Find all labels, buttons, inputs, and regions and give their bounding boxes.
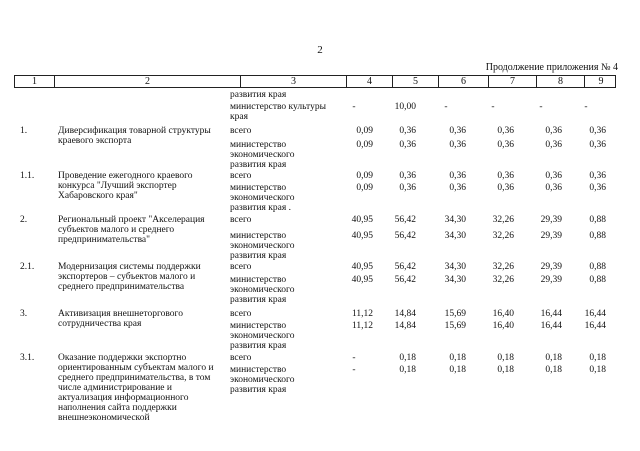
value-cell: 16,44 — [584, 321, 606, 331]
value-cell: 11,12 — [351, 309, 373, 319]
value-cell: - — [352, 365, 356, 375]
value-cell: 0,18 — [545, 353, 562, 363]
line-label: министерство экономического развития края — [230, 365, 295, 395]
header-col-6: 6 — [439, 76, 489, 87]
top-fragment: развития края — [230, 90, 287, 100]
value-cell: 0,09 — [356, 183, 373, 193]
value-cell: 0,36 — [589, 171, 606, 181]
page-number: 2 — [317, 44, 323, 56]
line-label: всего — [230, 309, 252, 319]
value-cell: 34,30 — [444, 231, 466, 241]
value-cell: - — [491, 102, 495, 112]
value-cell: 0,88 — [589, 215, 606, 225]
value-cell: 16,40 — [492, 321, 514, 331]
value-cell: 16,40 — [492, 309, 514, 319]
value-cell: 14,84 — [394, 309, 416, 319]
value-cell: 11,12 — [351, 321, 373, 331]
value-cell: 0,09 — [356, 126, 373, 136]
value-cell: 32,26 — [492, 215, 514, 225]
value-cell: 40,95 — [351, 262, 373, 272]
row-number: 1.1. — [20, 171, 35, 181]
line-label: министерство экономического развития края — [230, 321, 295, 351]
header-col-8: 8 — [537, 76, 585, 87]
header-col-7: 7 — [489, 76, 537, 87]
value-cell: 16,44 — [540, 309, 562, 319]
line-label: министерство экономического развития края — [230, 231, 295, 261]
row-name: Региональный проект "Акселерация субъектов малого и среднего предпринимательства" — [58, 215, 205, 245]
value-cell: 29,39 — [540, 231, 562, 241]
header-col-4: 4 — [347, 76, 393, 87]
value-cell: 0,36 — [449, 140, 466, 150]
line-label: министерство экономического развития края — [230, 275, 295, 305]
row-number: 2.1. — [20, 262, 35, 272]
value-cell: 32,26 — [492, 262, 514, 272]
value-cell: 40,95 — [351, 215, 373, 225]
value-cell: 34,30 — [444, 215, 466, 225]
value-cell: 0,88 — [589, 231, 606, 241]
value-cell: 0,36 — [399, 171, 416, 181]
value-cell: 0,36 — [497, 171, 514, 181]
value-cell: 0,18 — [449, 365, 466, 375]
value-cell: 34,30 — [444, 262, 466, 272]
value-cell: 15,69 — [444, 321, 466, 331]
value-cell: 0,09 — [356, 140, 373, 150]
value-cell: 0,36 — [589, 140, 606, 150]
value-cell: 16,44 — [540, 321, 562, 331]
value-cell: 0,36 — [399, 183, 416, 193]
header-col-9: 9 — [598, 76, 604, 87]
row-number: 3.1. — [20, 353, 35, 363]
line-label: всего — [230, 171, 252, 181]
value-cell: 0,36 — [497, 126, 514, 136]
value-cell: 29,39 — [540, 262, 562, 272]
header-col-2: 2 — [55, 76, 241, 87]
value-cell: 0,18 — [497, 365, 514, 375]
value-cell: 0,18 — [399, 353, 416, 363]
value-cell: - — [584, 102, 588, 112]
line-label: всего — [230, 215, 252, 225]
value-cell: 10,00 — [394, 102, 416, 112]
value-cell: 0,36 — [497, 183, 514, 193]
value-cell: - — [352, 102, 356, 112]
value-cell: 56,42 — [394, 215, 416, 225]
value-cell: 0,18 — [589, 353, 606, 363]
line-label: всего — [230, 126, 252, 136]
table-header — [14, 75, 616, 88]
value-cell: 0,36 — [399, 140, 416, 150]
value-cell: 0,36 — [545, 140, 562, 150]
value-cell: 16,44 — [584, 309, 606, 319]
value-cell: 0,18 — [399, 365, 416, 375]
row-number: 3. — [20, 309, 28, 319]
value-cell: 0,36 — [497, 140, 514, 150]
value-cell: 29,39 — [540, 215, 562, 225]
header-col-3: 3 — [241, 76, 347, 87]
line-label: всего — [230, 262, 252, 272]
value-cell: 29,39 — [540, 275, 562, 285]
continuation-note: Продолжение приложения № 4 — [485, 62, 618, 73]
value-cell: 32,26 — [492, 231, 514, 241]
value-cell: 0,18 — [545, 365, 562, 375]
value-cell: 34,30 — [444, 275, 466, 285]
value-cell: 0,18 — [449, 353, 466, 363]
value-cell: 0,18 — [589, 365, 606, 375]
header-col-5: 5 — [393, 76, 439, 87]
value-cell: 0,36 — [399, 126, 416, 136]
header-col-1: 1 — [15, 76, 55, 87]
value-cell: 0,36 — [449, 183, 466, 193]
value-cell: 0,09 — [356, 171, 373, 181]
value-cell: 40,95 — [351, 275, 373, 285]
value-cell: 56,42 — [394, 262, 416, 272]
value-cell: 0,36 — [449, 171, 466, 181]
value-cell: 56,42 — [394, 275, 416, 285]
value-cell: 0,36 — [545, 126, 562, 136]
value-cell: 0,18 — [497, 353, 514, 363]
line-label: министерство культуры края — [230, 102, 326, 122]
value-cell: 0,36 — [545, 171, 562, 181]
line-label: министерство экономического развития края — [230, 140, 295, 170]
line-label: всего — [230, 353, 252, 363]
row-name: Проведение ежегодного краевого конкурса "Лучший экспортер Хабаровского края" — [58, 171, 193, 201]
value-cell: 32,26 — [492, 275, 514, 285]
value-cell: - — [444, 102, 448, 112]
line-label: министерство экономического развития края . — [230, 183, 295, 213]
value-cell: 0,36 — [449, 126, 466, 136]
value-cell: - — [539, 102, 543, 112]
row-name: Активизация внешнеторгового сотрудничества края — [58, 309, 183, 329]
row-name: Оказание поддержки экспортно ориентированным субъектам малого и среднего предпринимательства, в том числе администрирование и актуализация информационного наполнения сайта поддержки внешнеэкономической — [58, 353, 214, 423]
value-cell: 0,36 — [545, 183, 562, 193]
value-cell: 0,36 — [589, 126, 606, 136]
value-cell: 56,42 — [394, 231, 416, 241]
value-cell: 0,88 — [589, 262, 606, 272]
value-cell: 0,36 — [589, 183, 606, 193]
value-cell: 0,88 — [589, 275, 606, 285]
row-number: 1. — [20, 126, 28, 136]
row-name: Диверсификация товарной структуры краевого экспорта — [58, 126, 211, 146]
value-cell: 15,69 — [444, 309, 466, 319]
row-number: 2. — [20, 215, 28, 225]
value-cell: 14,84 — [394, 321, 416, 331]
row-name: Модернизация системы поддержки экспортеров – субъектов малого и среднего предпринимательства — [58, 262, 201, 292]
value-cell: 40,95 — [351, 231, 373, 241]
value-cell: - — [352, 353, 356, 363]
